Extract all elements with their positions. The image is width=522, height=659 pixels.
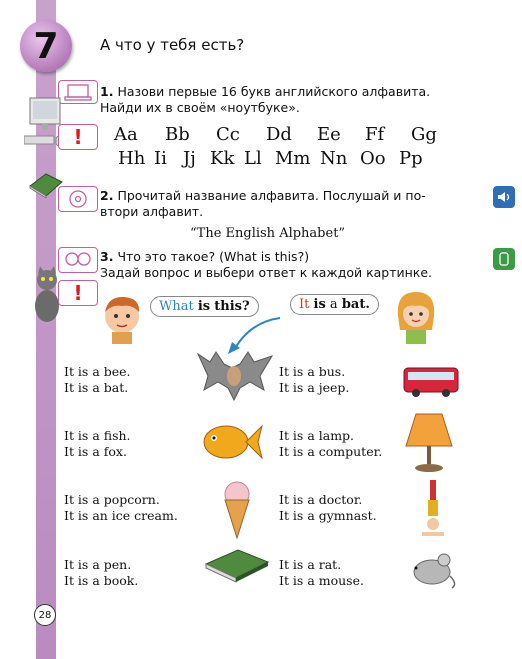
task3-text	[100, 249, 480, 281]
goldfish-picture	[198, 416, 264, 468]
answer-bubble	[290, 294, 379, 315]
english-alphabet-title: “The English Alphabet”	[190, 226, 346, 241]
letter-pair: Jj	[183, 148, 196, 169]
task2-line1: Прочитай название алфавита. Послушай и по-	[117, 188, 426, 203]
task3-line1: Что это такое? (What is this?)	[117, 249, 310, 264]
task2-line2: втори алфавит.	[100, 204, 204, 219]
option-text: It is a rat.	[279, 557, 342, 572]
letter-pair: Bb	[165, 124, 190, 145]
bubble-word-it: It	[299, 297, 310, 312]
option-text: It is a bee.	[64, 364, 131, 379]
option-text: It is a bat.	[64, 380, 129, 395]
option-text: It is a jeep.	[279, 380, 350, 395]
alphabet-row-1	[114, 122, 437, 148]
exercise-1-right	[279, 364, 349, 396]
letter-pair: Dd	[266, 124, 292, 145]
cd-icon	[59, 187, 97, 211]
bat-picture	[194, 346, 276, 402]
task2-text	[100, 188, 460, 220]
cd-icon-badge	[58, 186, 98, 212]
option-text: It is a gymnast.	[279, 508, 377, 523]
letter-pair: Nn	[320, 148, 348, 169]
book-picture	[204, 548, 270, 584]
lesson-title: А что у тебя есть?	[100, 36, 245, 54]
letter-pair: Pp	[399, 148, 423, 169]
option-text: It is a mouse.	[279, 573, 364, 588]
task1-number: 1.	[100, 84, 114, 99]
bubble-word-bat: bat.	[341, 297, 370, 312]
pair-work-icon-badge	[58, 247, 98, 273]
audio-button[interactable]	[493, 186, 515, 208]
task2-number: 2.	[100, 188, 114, 203]
letter-pair: Ff	[365, 124, 385, 145]
bubble-word-what: What	[159, 299, 194, 314]
bubble-word-this: this?	[214, 299, 250, 314]
exclamation-badge	[58, 124, 98, 150]
computer-icon-badge	[58, 80, 98, 104]
exclamation-badge	[58, 280, 98, 306]
exercise-3-right	[279, 492, 377, 524]
letter-pair: Ee	[317, 124, 341, 145]
lamp-picture	[404, 412, 454, 474]
task1-text	[100, 84, 450, 116]
option-text: It is a pen.	[64, 557, 132, 572]
ice-cream-picture	[220, 480, 254, 540]
task3-number: 3.	[100, 249, 114, 264]
laptop-icon	[59, 81, 97, 103]
bubble-word-is: is	[197, 299, 211, 314]
option-text: It is a doctor.	[279, 492, 363, 507]
option-text: It is a fish.	[64, 428, 131, 443]
girl-illustration	[394, 288, 438, 346]
option-text: It is an ice cream.	[64, 508, 178, 523]
bubble-word-a: a	[329, 297, 338, 312]
speaker-icon	[497, 191, 511, 203]
alphabet-row-2	[118, 146, 423, 172]
exercise-4-left	[64, 557, 138, 589]
letter-pair: Oo	[360, 148, 386, 169]
page-number: 28	[34, 604, 56, 626]
letter-pair: Cc	[216, 124, 240, 145]
option-text: It is a bus.	[279, 364, 346, 379]
interactive-button[interactable]	[493, 248, 515, 270]
boy-illustration	[98, 292, 148, 344]
exercise-2-left	[64, 428, 131, 460]
exclamation-icon: !	[73, 281, 83, 305]
bus-picture	[402, 364, 460, 398]
task1-line1: Назови первые 16 букв английского алфавита.	[117, 84, 431, 99]
exercise-1-left	[64, 364, 131, 396]
option-text: It is a book.	[64, 573, 139, 588]
option-text: It is a popcorn.	[64, 492, 160, 507]
mouse-picture	[402, 550, 458, 590]
option-text: It is a fox.	[64, 444, 127, 459]
letter-pair: Hh	[118, 148, 146, 169]
letter-pair: Mm	[275, 148, 311, 169]
bubble-word-is: is	[313, 297, 326, 312]
exercise-2-right	[279, 428, 382, 460]
lesson-number-badge	[20, 20, 72, 72]
letter-pair: Aa	[114, 124, 138, 145]
letter-pair: Gg	[411, 124, 437, 145]
lesson-number: 7	[33, 25, 59, 67]
gymnast-picture	[418, 478, 448, 540]
task1-line2: Найди их в своём «ноутбуке».	[100, 100, 300, 115]
task3-line2: Задай вопрос и выбери ответ к каждой картинке.	[100, 265, 433, 280]
exercise-4-right	[279, 557, 364, 589]
two-faces-icon	[59, 248, 97, 272]
exercise-3-left	[64, 492, 178, 524]
option-text: It is a lamp.	[279, 428, 355, 443]
letter-pair: Kk	[210, 148, 235, 169]
option-text: It is a computer.	[279, 444, 383, 459]
exclamation-icon: !	[73, 125, 83, 149]
letter-pair: Ll	[244, 148, 262, 169]
letter-pair: Ii	[154, 148, 167, 169]
hand-pointer-icon	[498, 252, 510, 266]
